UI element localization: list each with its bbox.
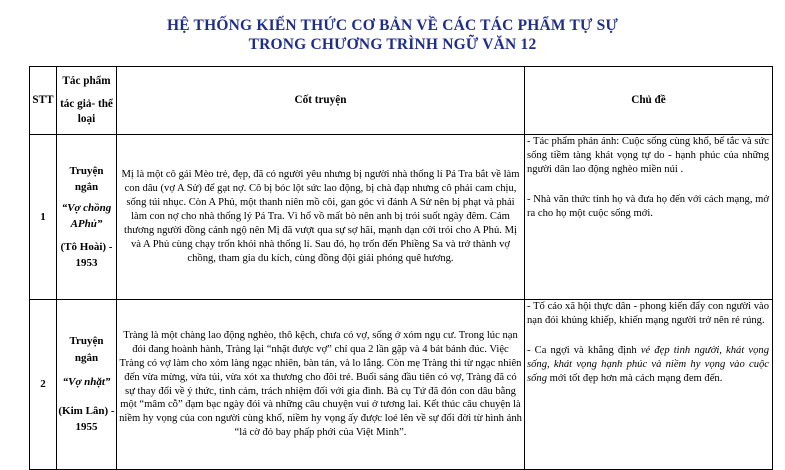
document-title-line-2: TRONG CHƯƠNG TRÌNH NGỮ VĂN 12: [248, 36, 537, 53]
row-plot: Tràng là một chàng lao động nghèo, thô kệch, chưa có vợ, sống ở xóm ngụ cư. Trong lúc nạn đói đang hoành hành, Tràng lại “nhặt được vợ” chỉ qua 2 lần gặp và 4 bát bánh đúc. Việc Tràng có vợ làm cho xóm làng ngạc nhiên, bàn tán, và lo lắng. Còn mẹ Tràng thì từ ngạc nhiên đến vừa mừng, vừa tủi, vừa xót xa thương cho đôi trẻ. Buổi sáng đầu tiên có vợ, Tràng đã có sự thay đổi về ý thức, tình cảm, trách nhiệm đối với gia đình. Bà cụ Tứ đã đón con dâu bằng một “mâm cỗ” đạm bạc ngày đói và những câu chuyện vui ở tương lai. Kết thúc câu chuyện là niềm hy vọng của con người cùng khổ, niềm hy vọng ấy được loé lên về sự đổi đời từ hình ảnh “lá cờ đỏ bay phấp phới của Việt Minh”.: [117, 300, 525, 470]
header-row: [30, 67, 773, 135]
work-genre: Truyện ngắn: [69, 164, 104, 193]
row-work: [57, 135, 117, 300]
work-author: (Kim Lân) - 1955: [58, 404, 115, 434]
document-title-line-1: HỆ THỐNG KIẾN THỨC CƠ BẢN VỀ CÁC TÁC PHẨM TỰ SỰ: [166, 17, 619, 34]
row-stt: 2: [30, 300, 57, 470]
theme-point-2: - Nhà văn thức tỉnh họ và đưa họ đến với cách mạng, mở ra cho họ một cuộc sống mới.: [527, 193, 769, 219]
table-row: [30, 300, 773, 470]
row-work: [57, 300, 117, 470]
theme-point-1: - Tác phẩm phản ánh: Cuộc sống cùng khổ, bế tắc và sức sống tiềm tàng khát vọng tự do - hạnh phúc của những người dân lao động nghèo miền núi .: [527, 136, 769, 175]
row-plot: Mị là một cô gái Mèo trẻ, đẹp, đã có người yêu nhưng bị người nhà thống lí Pá Tra bắt về làm con dâu (vợ A Sử) để gạt nợ. Cô bị bóc lột sức lao động, bị chà đạp nhưng cô phải cam chịu, sống túi nhục. Còn A Phủ, một thanh niên mồ côi, gan góc vì đánh A Sử nên bị phạt và phải làm con nợ cho nhà thống lý Pá Tra. Vì hổ vồ mất bò nên anh bị trói suốt ngày đêm. Cảm thương người đồng cảnh ngộ nên Mị đã vượt qua sự sợ hãi, mạnh dạn cởi trói cho A Phủ. Mị và A Phủ cùng chạy trốn khỏi nhà thống lí. Sau đó, họ trốn đến Phiềng Sa và trở thành vợ chồng, tham gia du kích, cùng đồng đội giải phóng quê hương.: [117, 135, 525, 300]
row-theme: [525, 300, 773, 470]
theme-emphasis: vẻ đẹp tình người, khát vọng sống, khát vọng hạnh phúc và niềm hy vọng vào cuộc sống: [527, 344, 769, 384]
table-row: [30, 135, 773, 300]
theme-point-2: - Ca ngợi và khẳng định vẻ đẹp tình người, khát vọng sống, khát vọng hạnh phúc và niềm hy vọng vào cuộc sống mới tốt đẹp hơn mà cách mạng đem đến.: [527, 344, 769, 384]
header-work-line-2: tác giả- thể loại: [60, 98, 113, 125]
theme-point-1: - Tố cáo xã hội thực dân - phong kiến đẩy con người vào nạn đói khủng khiếp, khiến mạng người trở nên rẻ rúng.: [527, 301, 769, 326]
row-theme: [525, 135, 773, 300]
work-name: “Vợ nhặt”: [62, 376, 111, 389]
header-stt: STT: [30, 67, 57, 135]
work-genre: Truyện ngắn: [69, 335, 104, 364]
header-work-line-1: Tác phẩm: [62, 75, 111, 88]
works-table: [29, 66, 773, 470]
header-plot: Cốt truyện: [117, 67, 525, 135]
header-work: [57, 67, 117, 135]
work-name: “Vợ chồng APhủ”: [61, 201, 112, 230]
row-stt: 1: [30, 135, 57, 300]
header-theme: Chủ đề: [525, 67, 773, 135]
work-author: (Tô Hoài) - 1953: [60, 240, 113, 269]
